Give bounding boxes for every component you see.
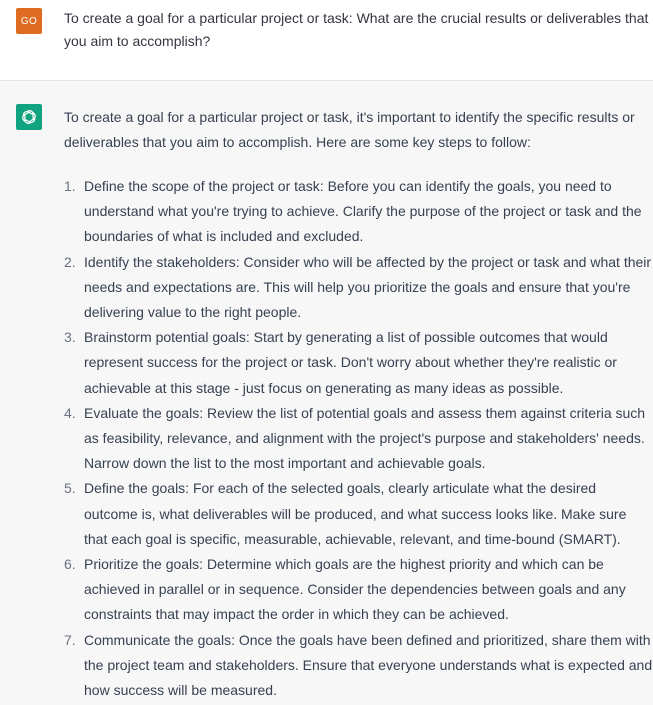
step-number: 5. bbox=[64, 480, 76, 497]
user-avatar-initials: GO bbox=[20, 15, 38, 27]
list-item bbox=[64, 476, 653, 552]
step-text: Define the scope of the project or task: Before you can identify the goals, you need to understand what you're trying to achieve. Clarify the purpose of the project or task and the boundaries of what is included and excluded. bbox=[84, 178, 642, 245]
step-text: Define the goals: For each of the selected goals, clearly articulate what the desired outcome is, what deliverables will be produced, and what success looks like. Make sure that each goal is specific, measurable, achievable, relevant, and time-bound (SMART). bbox=[84, 480, 627, 547]
user-avatar bbox=[16, 8, 42, 34]
step-number: 2. bbox=[64, 253, 76, 270]
step-number: 3. bbox=[64, 329, 76, 346]
steps-list bbox=[64, 174, 653, 703]
openai-logo-icon bbox=[20, 108, 38, 126]
list-item bbox=[64, 401, 653, 477]
step-number: 4. bbox=[64, 404, 76, 421]
list-item bbox=[64, 250, 653, 326]
step-number: 6. bbox=[64, 556, 76, 573]
step-text: Evaluate the goals: Review the list of potential goals and assess them against criteria such as feasibility, relevance, and alignment with the project's purpose and stakeholders' needs. Narrow down the list to the most important and achievable goals. bbox=[84, 404, 646, 472]
step-text: Communicate the goals: Once the goals have been defined and prioritized, share them with the project team and stakeholders. Ensure that everyone understands what is expected and how success will be measured. bbox=[84, 631, 653, 699]
user-message-text: To create a goal for a particular project or task: What are the crucial results or deliverables that you aim to accomplish? bbox=[64, 10, 649, 49]
step-text: Brainstorm potential goals: Start by generating a list of possible outcomes that would represent success for the project or task. Don't worry about whether they're realistic or achievable at this stage - just focus on generating as many ideas as possible. bbox=[84, 329, 617, 396]
list-item bbox=[64, 552, 653, 628]
step-text: Identify the stakeholders: Consider who will be affected by the project or task and what their needs and expectations are. This will help you prioritize the goals and ensure that you're delivering value to the right people. bbox=[84, 253, 652, 321]
user-message-row bbox=[0, 0, 653, 81]
assistant-avatar bbox=[16, 104, 42, 130]
step-text: Prioritize the goals: Determine which goals are the highest priority and which can be achieved in parallel or in sequence. Consider the dependencies between goals and any constraints that may impact the order in which they can be achieved. bbox=[84, 556, 626, 623]
list-item bbox=[64, 174, 653, 250]
list-item bbox=[64, 628, 653, 704]
assistant-message-row bbox=[0, 81, 653, 705]
list-item bbox=[64, 325, 653, 401]
assistant-intro-text: To create a goal for a particular project or task, it's important to identify the specific results or deliverables that you aim to accomplish. Here are some key steps to follow: bbox=[64, 109, 635, 150]
step-number: 7. bbox=[64, 631, 76, 648]
step-number: 1. bbox=[64, 178, 76, 194]
